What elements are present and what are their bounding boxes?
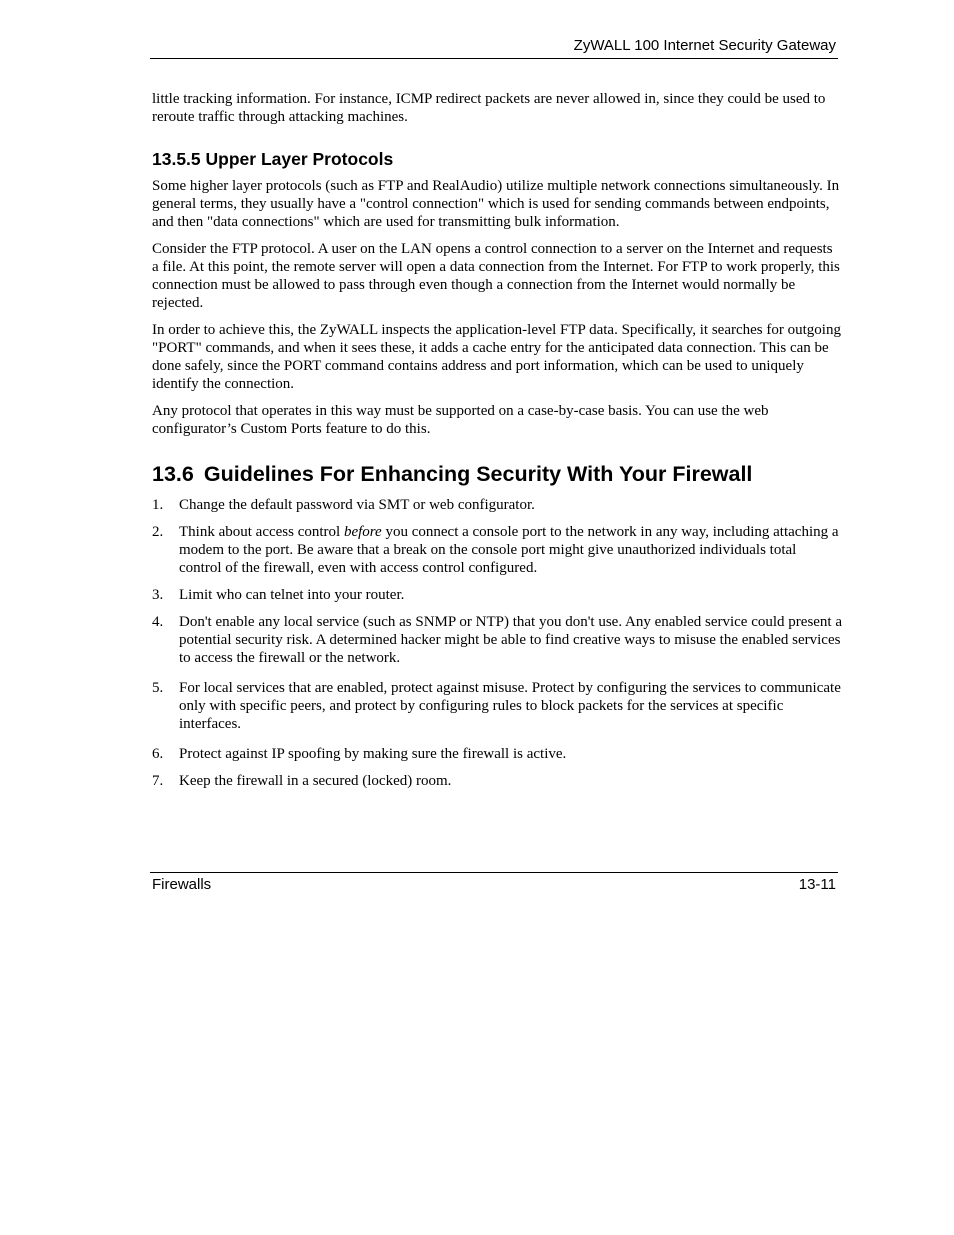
paragraph: Consider the FTP protocol. A user on the LAN opens a control connection to a server on the Internet and requests a file. At this point, the remote server will open a data connection from the Internet. For FTP to work properly, this connection must be allowed to pass through even though a connection from the Internet would normally be rejected. xyxy=(152,241,840,311)
section-number: 13.6 xyxy=(152,462,194,486)
list-text: Keep the firewall in a secured (locked) room. xyxy=(179,773,452,789)
footer-page-number: 13-11 xyxy=(798,876,836,893)
page-header xyxy=(150,37,838,59)
list-text: Limit who can telnet into your router. xyxy=(179,587,405,603)
list-item xyxy=(152,523,842,577)
list-number: 7. xyxy=(152,773,164,789)
list-text-pre: Think about access control xyxy=(179,524,344,540)
paragraph: Some higher layer protocols (such as FTP and RealAudio) utilize multiple network connections simultaneously. In general terms, they usually have a "control connection" which is used for sending commands between endpoints, and then "data connections" which are used for transmitting bulk information. xyxy=(152,178,840,230)
list-text: For local services that are enabled, protect against misuse. Protect by configuring the services to communicate only with specific peers, and protect by configuring rules to block packets for the services at specific interfaces. xyxy=(179,680,841,732)
header-title: ZyWALL 100 Internet Security Gateway xyxy=(573,37,836,54)
section-heading-guidelines xyxy=(152,462,842,486)
page-content xyxy=(152,90,842,799)
list-item xyxy=(152,772,842,790)
list-item xyxy=(152,586,842,604)
list-item xyxy=(152,745,842,763)
list-item xyxy=(152,613,842,667)
list-item xyxy=(152,496,842,514)
footer-chapter: Firewalls xyxy=(152,876,212,893)
list-number: 6. xyxy=(152,746,164,762)
page-footer xyxy=(150,872,838,895)
list-number: 4. xyxy=(152,614,164,630)
list-number: 1. xyxy=(152,497,164,513)
list-text: Protect against IP spoofing by making sure the firewall is active. xyxy=(179,746,567,762)
guidelines-list xyxy=(152,496,842,790)
list-number: 5. xyxy=(152,680,164,696)
emphasis-before: before xyxy=(343,524,382,540)
list-text: Change the default password via SMT or web configurator. xyxy=(179,497,535,513)
paragraph: In order to achieve this, the ZyWALL inspects the application-level FTP data. Specifically, it searches for outgoing "PORT" commands, and when it sees these, it adds a cache entry for the anticipated data connection. This can be done safely, since the PORT command contains address and port information, which can be used to uniquely identify the connection. xyxy=(152,322,841,392)
list-text-post: you connect a console port to the network in any way, including attaching a modem to the port. Be aware that a break on the console port might give unauthorized individuals total control of the firewall, even with access control configured. xyxy=(179,524,839,576)
paragraph: Any protocol that operates in this way must be supported on a case-by-case basis. You can use the web configurator’s Custom Ports feature to do this. xyxy=(152,403,769,437)
section-title: Guidelines For Enhancing Security With Your Firewall xyxy=(203,462,753,486)
intro-paragraph: little tracking information. For instance, ICMP redirect packets are never allowed in, since they could be used to reroute traffic through attacking machines. xyxy=(152,91,826,125)
list-number: 3. xyxy=(152,587,164,603)
list-number: 2. xyxy=(152,524,164,540)
section-heading-upper-layer-protocols: 13.5.5 Upper Layer Protocols xyxy=(152,149,394,169)
list-text: Don't enable any local service (such as SNMP or NTP) that you don't use. Any enabled service could present a potential security risk. A determined hacker might be able to find creative ways to misuse the enabled services to access the firewall or the network. xyxy=(179,614,843,666)
list-item xyxy=(152,679,842,733)
